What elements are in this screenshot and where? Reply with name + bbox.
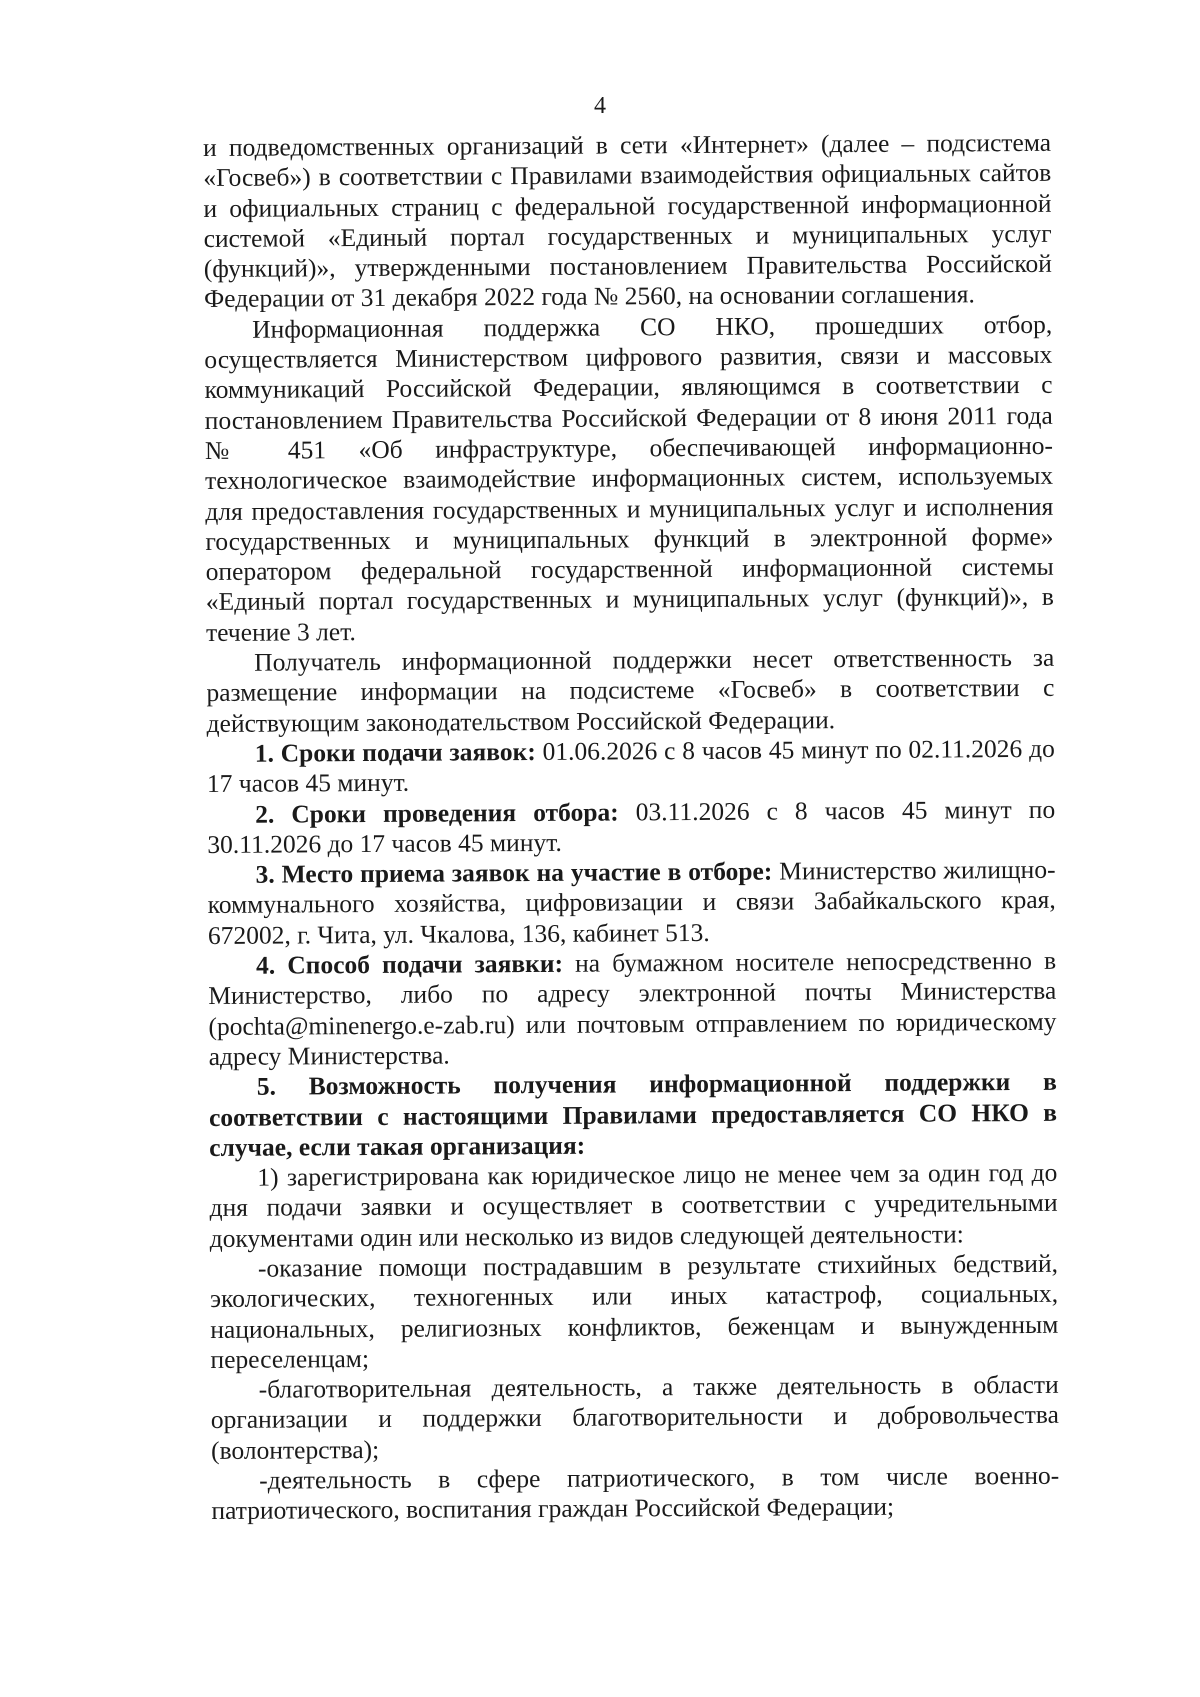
page-number: 4 — [594, 93, 606, 119]
section-text: Министерство жилищно-коммунального хозяйства, цифровизации и связи Забайкальского края, 672002, г. Чита, ул. Чкалова, 136, кабинет 513. — [207, 854, 1056, 950]
activity-item-disaster-help — [210, 1249, 1059, 1375]
paragraph-text: и подведомственных организаций в сети «Интернет» (далее – подсистема «Госвеб») в соответствии с Правилами взаимодействия официальных сайтов и официальных страниц с федеральной государственной информационной системой «Единый портал государственных и муниципальных услуг (функций)», утвержденными постановлением Правительства Российской Федерации от 31 декабря 2022 года № 2560, на основании соглашения. — [203, 127, 1052, 314]
paragraph-continuation — [203, 128, 1052, 315]
section-heading: 2. Сроки проведения отбора: — [255, 797, 619, 829]
section-text: 01.06.2026 с 8 часов 45 минут по 02.11.2026 до 17 часов 45 минут. — [206, 733, 1055, 799]
document-body — [203, 128, 1059, 1527]
paragraph-recipient-responsibility — [206, 643, 1055, 739]
paragraph-text: -оказание помощи пострадавшим в результате стихийных бедствий, экологических, техногенных или иных катастроф, социальных, национальных, религиозных конфликтов, беженцам и вынужденным переселенцам; — [210, 1248, 1059, 1374]
eligibility-item-1 — [209, 1158, 1058, 1254]
section-heading: 4. Способ подачи заявки: — [255, 948, 564, 980]
paragraph-text: -деятельность в сфере патриотического, в том числе военно-патриотического, воспитания граждан Российской Федерации; — [211, 1460, 1060, 1526]
paragraph-text: Получатель информационной поддержки несет ответственность за размещение информации на подсистеме «Госвеб» в соответствии с действующим законодательством Российской Федерации. — [206, 642, 1055, 738]
activity-item-charity — [211, 1370, 1060, 1466]
section-heading: 5. Возможность получения информационной поддержки в соответствии с настоящими Правилами предоставляется СО НКО в случае, если такая организация: — [208, 1067, 1058, 1162]
paragraph-text: Информационная поддержка СО НКО, прошедших отбор, осуществляется Министерством цифрового развития, связи и массовых коммуникаций Российской Федерации, являющимся в соответствии с постановлением Правительства Российской Федерации от 8 июня 2011 года № 451 «Об инфраструктуре, обеспечивающей информационно-технологическое взаимодействие информационных систем, используемых для предоставления государственных и муниципальных услуг и исполнения государственных и муниципальных функций в электронной форме» оператором федеральной государственной информационной системы «Единый портал государственных и муниципальных услуг (функций)», в течение 3 лет. — [204, 309, 1054, 647]
paragraph-info-support — [204, 310, 1054, 648]
section-text: 03.11.2026 с 8 часов 45 минут по 30.11.2026 до 17 часов 45 минут. — [207, 794, 1056, 859]
section-3-application-place — [207, 855, 1056, 951]
paragraph-text: -благотворительная деятельность, а также деятельность в области организации и поддержки благотворительности и добровольчества (волонтерства); — [210, 1369, 1059, 1465]
section-1-application-dates — [207, 734, 1055, 800]
section-heading: 1. Сроки подачи заявок: — [254, 736, 536, 768]
activity-item-patriotic — [211, 1461, 1059, 1527]
section-text: на бумажном носителе непосредственно в Министерство, либо по адресу электронной почты Министерства (pochta@minenergo.e-zab.ru) или почтовым отправлением по юридическому адресу Министерства. — [208, 945, 1057, 1071]
section-2-selection-dates — [207, 794, 1055, 860]
section-heading: 3. Место приема заявок на участие в отборе: — [255, 856, 773, 889]
paragraph-text: 1) зарегистрирована как юридическое лицо не менее чем за один год до дня подачи заявки и осуществляет в соответствии с учредительными документами один или несколько из видов следующей деятельности: — [209, 1157, 1058, 1253]
section-5-eligibility — [209, 1067, 1058, 1163]
section-4-submission-method — [208, 946, 1057, 1072]
